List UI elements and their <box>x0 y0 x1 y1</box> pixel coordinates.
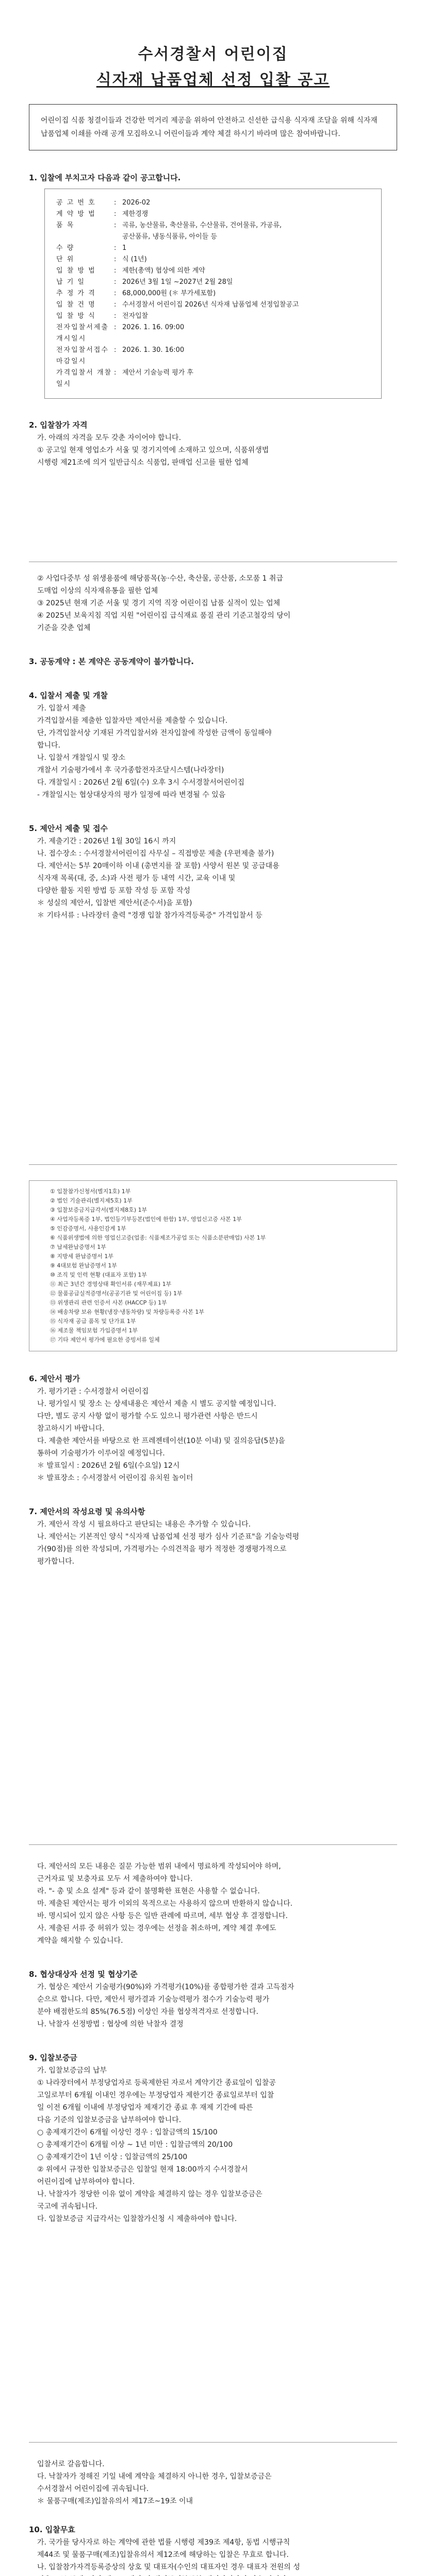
section-1-heading: 1. 입찰에 부치고자 다음과 같이 공고합니다. <box>29 173 181 182</box>
body-line: 나. 낙찰자 선정방법 : 협상에 의한 낙찰자 결정 <box>37 2020 184 2028</box>
section-10-body <box>29 2536 397 2576</box>
section-7-heading: 7. 제안서의 작성요령 및 유의사항 <box>29 1507 145 1516</box>
body-line: 수서경찰서 어린이집에 귀속됩니다. <box>37 2485 149 2493</box>
info-colon: : <box>114 312 117 320</box>
info-row <box>56 367 370 390</box>
page-title: 수서경찰서 어린이집 <box>138 45 288 63</box>
body-line: - 개찰일시는 협상대상자의 평가 일정에 따라 변경될 수 있음 <box>37 791 226 799</box>
document-item: ⑮ 식자재 공급 품목 및 단가표 1부 <box>50 1318 136 1325</box>
info-row <box>56 345 370 367</box>
info-row <box>56 197 370 209</box>
info-colon: : <box>114 346 117 354</box>
info-value: 식 (1년) <box>122 256 147 263</box>
body-line: 다. 제안서의 모든 내용은 질문 가능한 범위 내에서 명료하게 작성되어야 하며, <box>37 1862 281 1871</box>
section-4-heading: 4. 입찰서 제출 및 개찰 <box>29 691 108 700</box>
body-line: ② 사업다중부 성 위생용품에 해당품목(농·수산, 축산물, 공산품, 소모품 1 취급 <box>37 574 283 583</box>
info-value: 1 <box>122 244 127 252</box>
body-line: 가. 협상은 제안서 기술평가(90%)와 가격평가(10%)를 종합평가한 결과 고득점자 <box>37 1983 294 1991</box>
document-item: ⑪ 최근 3년간 경영상태 확인서류 (재무제표) 1부 <box>50 1281 172 1287</box>
body-line: 다. 개찰일시 : 2026년 2월 6일(수) 오후 3시 수서경찰서어린이집 <box>37 778 245 787</box>
info-row <box>56 265 370 277</box>
section-3-heading: 3. 공동계약 : 본 계약은 공동계약이 불가합니다. <box>29 657 194 666</box>
body-line: 분야 배점한도의 85%(76.5점) 이상인 자를 협상적격자로 선정합니다. <box>37 2008 258 2016</box>
info-key: 품 목 <box>56 222 75 229</box>
body-line: ○ 총제재기간이 1년 이상 : 입찰금액의 25/100 <box>37 2153 188 2161</box>
body-line: 가. 입찰서 제출 <box>37 704 86 713</box>
section-9-body <box>29 2064 397 2225</box>
body-line: 가. 제출기간 : 2026년 1월 30일 16시 까지 <box>37 837 176 845</box>
body-line: 다. 입찰보증금 지급각서는 입찰참가신청 시 제출하여야 합니다. <box>37 2215 237 2223</box>
document-item: ⑩ 조직 및 인력 현황 (대표자 포함) 1부 <box>50 1272 148 1278</box>
info-row <box>56 231 370 243</box>
body-line: 식자재 목록(대, 중, 소)과 사전 평가 등 내역 시간, 교육 이내 및 <box>37 874 236 883</box>
body-line: 어린이집에 납부하여야 합니다. <box>37 2178 135 2186</box>
body-line: ② 위에서 규정한 입찰보증금은 입찰일 현재 18:00까지 수서경찰서 <box>37 2165 248 2174</box>
info-key: 전자입찰서접수마감일시 <box>56 346 109 365</box>
info-colon: : <box>114 256 117 263</box>
section-2-heading: 2. 입찰참가 자격 <box>29 420 88 430</box>
section-8-heading: 8. 협상대상자 선정 및 협상기준 <box>29 1970 138 1979</box>
info-row <box>56 254 370 265</box>
document-item: ⑨ 4대보험 완납증명서 1부 <box>50 1262 117 1269</box>
info-value: 전자입찰 <box>122 312 149 320</box>
body-line: 다. 제출한 제안서를 바탕으로 한 프레젠테이션(10분 이내) 및 질의응답(5분)을 <box>37 1437 285 1445</box>
info-colon: : <box>114 199 117 207</box>
body-line: 마. 제출된 제안서는 평가 이외의 목적으로는 사용하지 않으며 반환하지 않습니다. <box>37 1900 293 1908</box>
body-line: 가. 입찰보증금의 납부 <box>37 2066 107 2075</box>
page-3 <box>0 1164 426 1731</box>
info-value: 수서경찰서 어린이집 2026년 식자재 납품업체 선정입찰공고 <box>122 301 299 309</box>
section-8-body <box>29 1981 397 2030</box>
body-line: 통하여 기술평가가 이루어질 예정입니다. <box>37 1449 165 1458</box>
body-line: ① 공고일 현재 영업소가 서울 및 경기지역에 소재하고 있으며, 식품위생법 <box>37 446 269 454</box>
body-line: ③ 2025년 현재 기준 서울 및 경기 지역 직장 어린이집 납품 실적이 있는 업체 <box>37 599 281 607</box>
body-line: ○ 총제재기간이 6개월 이상인 경우 : 입찰금액의 15/100 <box>37 2128 218 2137</box>
body-line: 기준을 갖춘 업체 <box>37 624 91 632</box>
body-line: 합니다. <box>37 741 61 750</box>
section-5-body <box>29 835 397 922</box>
info-row <box>56 209 370 220</box>
section-9-continued <box>29 2458 397 2507</box>
body-line: 일 이전 6개월 이내에 부정당업자 제재기간 종료 후 재제 기간에 따른 <box>37 2104 253 2112</box>
body-line: ＊ 물품구매(제조)입찰유의서 제17조~19조 이내 <box>37 2497 193 2505</box>
info-key: 납 기 일 <box>56 278 85 286</box>
body-line: 다만, 별도 공지 사항 없이 평가할 수도 있으니 평가관련 사항은 반드시 <box>37 1412 258 1420</box>
intro-box: 어린이집 식품 청결이들과 건강한 먹거리 제공을 위하여 안전하고 신선한 급식용 식자재 조달을 위해 식자재 납품업체 이쇄를 아래 공개 모집하오니 어린이들과 계약 체결 하시기 바라며 많은 참여바랍니다. <box>29 104 397 150</box>
info-value: 2026년 3월 1일 ~2027년 2월 28일 <box>122 278 233 286</box>
body-line: 가. 국가를 당사자로 하는 계약에 관한 법률 시행령 제39조 제4항, 동법 시행규칙 <box>37 2538 290 2547</box>
body-line: 가격입찰서를 제출한 입찰자만 제안서를 제출할 수 있습니다. <box>37 717 228 725</box>
section-2-body <box>29 432 397 469</box>
body-line: ＊ 발표장소 : 수서경찰서 어린이집 유치원 놀이터 <box>37 1474 193 1482</box>
body-line: 제44조 및 물품구매(제조)입찰유의서 제12조에 해당하는 입찰은 무효로 합니다. <box>37 2551 289 2559</box>
info-value: 제안서 기술능력 평가 후 <box>122 369 193 377</box>
body-line: 다음 기준의 입찰보증금을 납부하여야 합니다. <box>37 2116 182 2124</box>
document-item: ② 법인 기술관리(별지제5호) 1부 <box>50 1197 133 1204</box>
body-line: 다. 제안서는 5부 20매이하 이내 (총면지를 잘 포함) 사양서 원본 및 공급대용 <box>37 862 280 870</box>
document-item: ⑤ 인감증명서, 사용인감계 1부 <box>50 1225 126 1232</box>
body-line: 도매업 이상의 식자재유통을 필한 업체 <box>37 587 158 595</box>
body-line: 순으로 합니다. 다만, 제안서 평가결과 기술능력평가 점수가 기술능력 평가 <box>37 1995 270 2004</box>
body-line: ④ 2025년 보육지침 직업 지원 "어린이집 급식재료 품질 관리 기준고철강의 당이 <box>37 612 291 620</box>
body-line: 가. 평가기관 : 수서경찰서 어린이집 <box>37 1387 149 1396</box>
body-line: 나. 낙찰자가 정당한 이유 없이 계약을 체결하지 않는 경우 입찰보증금은 <box>37 2190 263 2198</box>
body-line: 나. 평가일시 및 장소 는 상세내용은 제안서 제출 시 별도 공지할 예정입니다. <box>37 1400 276 1408</box>
info-value: 제한(총액) 협상에 의한 계약 <box>122 267 205 275</box>
info-key <box>56 231 114 243</box>
info-value: 2026. 1. 30. 16:00 <box>122 346 185 354</box>
body-line: 가. 아래의 자격을 모두 갖춘 자이어야 합니다. <box>37 434 182 442</box>
subtitle-text: 식자재 납품업체 선정 입찰 공고 <box>96 71 330 89</box>
info-colon: : <box>114 290 117 297</box>
document-item: ⑫ 물품공급실적증명서(공공기관 및 어린이집 등) 1부 <box>50 1290 183 1297</box>
document-item: ④ 사업자등록증 1부, 법인등기부등본(법인에 한함) 1부, 영업신고증 사본 1부 <box>50 1216 242 1223</box>
body-line: 가. 제안서 작성 시 필요하다고 판단되는 내용은 추가할 수 있습니다. <box>37 1520 251 1529</box>
info-key: 입 찰 방 법 <box>56 267 96 275</box>
section-6-heading: 6. 제안서 평가 <box>29 1374 80 1383</box>
info-key: 단 위 <box>56 256 75 263</box>
info-colon: : <box>114 324 117 331</box>
body-line: 다양한 활동 지원 방법 등 포함 작성 등 포함 작성 <box>37 887 191 895</box>
body-line: ① 나라장터에서 부정당업자로 등록제한된 자로서 계약기간 종료일이 입찰공 <box>37 2079 276 2087</box>
document-item: ⑭ 배송차량 보유 현황(냉장·냉동차량) 및 차량등록증 사본 1부 <box>50 1309 204 1315</box>
info-row <box>56 277 370 288</box>
body-line: ＊ 성실의 제안서, 입찰번 제안서(준수서)을 포함) <box>37 899 192 907</box>
info-key: 전자입찰서제출개시일시 <box>56 324 109 343</box>
page-1 <box>0 21 426 536</box>
info-row <box>56 220 370 231</box>
section-4-body <box>29 702 397 801</box>
info-key: 입 찰 건 명 <box>56 301 96 309</box>
body-line: 바. 명시되어 있지 않은 사항 등은 일반 관례에 따르며, 세부 협상 후 결정합니다. <box>37 1912 288 1920</box>
info-key: 수 량 <box>56 244 75 252</box>
info-row <box>56 243 370 254</box>
info-key: 가격입찰서 개찰일시 <box>56 369 112 388</box>
document-item: ⑰ 기타 제안서 평가에 필요한 증빙서류 일체 <box>50 1336 160 1343</box>
body-line: 국고에 귀속됩니다. <box>37 2202 98 2211</box>
info-key: 공 고 번 호 <box>56 199 96 207</box>
info-row <box>56 311 370 322</box>
body-line: 가(90점)를 의한 작성되며, 가격평가는 수의견적을 평가 적정한 경쟁평가적으로 <box>37 1545 287 1553</box>
info-colon: : <box>114 267 117 275</box>
info-key: 입 찰 방 식 <box>56 312 96 320</box>
body-line: 평가합니다. <box>37 1557 75 1566</box>
document-item: ③ 입찰보증금지급각서(별지제8호) 1부 <box>50 1207 148 1213</box>
info-colon <box>114 231 122 243</box>
body-line: 나. 입찰서 개찰일시 및 장소 <box>37 754 126 762</box>
info-value: 곡류, 농산물류, 축산물류, 수산물류, 건어물류, 가공류, <box>122 222 282 229</box>
info-colon: : <box>114 369 117 377</box>
document-item: ⑯ 제조물 책임보험 가입증명서 1부 <box>50 1327 138 1334</box>
document-item: ⑥ 식품위생법에 의한 영업신고증(업종: 식품제조가공업 또는 식품소분판매업) 사본 1부 <box>50 1234 266 1241</box>
body-line: 나. 제안서는 기본적인 양식 "식자재 납품업체 선정 평가 심사 기준표"을 기술능력평 <box>37 1533 300 1541</box>
info-box <box>44 189 382 399</box>
section-5-heading: 5. 제안서 제출 및 접수 <box>29 824 108 833</box>
body-line: 개찰서 기술평가에서 후 국가종합전자조달시스템(나라장터) <box>37 766 224 774</box>
body-line: 다. 낙찰자가 정해진 기일 내에 계약을 체결하지 아니한 경우, 입찰보증금은 <box>37 2472 272 2481</box>
document-item: ⑬ 위생관리 관련 인증서 사본 (HACCP 등) 1부 <box>50 1299 167 1306</box>
info-row <box>56 299 370 311</box>
body-line: 단, 가격입찰서상 기재된 가격입찰서와 전자입찰에 작성한 금액이 동일해야 <box>37 729 272 737</box>
info-value: 2026-02 <box>122 199 151 207</box>
body-line: ＊ 기타서류 : 나라장터 출력 "경쟁 입찰 참가자격등록증" 가격입찰서 등 <box>37 911 263 920</box>
page-4 <box>0 1844 426 2411</box>
info-row <box>56 322 370 345</box>
body-line: 고일로부터 6개월 이내인 경우에는 부정당업자 제한기간 종료일로부터 입찰 <box>37 2091 274 2099</box>
body-line: 사. 제출된 서류 중 허위가 있는 경우에는 선정을 취소하며, 계약 체결 후에도 <box>37 1924 276 1933</box>
page-2 <box>0 562 426 1128</box>
info-value: 공산품류, 냉동식품류, 아이들 등 <box>122 233 217 241</box>
body-line: ○ 총제재기간이 6개월 이상 ~ 1년 미만 : 입찰금액의 20/100 <box>37 2141 233 2149</box>
info-colon: : <box>114 278 117 286</box>
body-line: 입찰서로 갈음합니다. <box>37 2460 105 2468</box>
required-documents-list <box>29 1180 397 1351</box>
document-item: ① 입찰참가신청서(별지1호) 1부 <box>50 1188 131 1195</box>
info-value: 68,000,000원 (＊ 부가세포함) <box>122 290 216 297</box>
info-key: 추 정 가 격 <box>56 290 96 297</box>
section-9-heading: 9. 입찰보증금 <box>29 2053 77 2062</box>
body-line: 나. 접수장소 : 수서경찰서어린이집 사무실 – 직접방문 제출 (우편제출 불가) <box>37 850 274 858</box>
section-7-continued <box>29 1860 397 1947</box>
body-line: 참고하시기 바랍니다. <box>37 1425 105 1433</box>
info-row <box>56 288 370 299</box>
info-colon: : <box>114 244 117 252</box>
body-line: 시행령 제21조에 의거 일반급식소 식품업, 판매업 신고를 필한 업체 <box>37 459 249 467</box>
info-colon: : <box>114 222 117 229</box>
section-2-continued <box>29 572 397 634</box>
page-subtitle <box>29 67 397 90</box>
body-line <box>29 2573 397 2576</box>
section-6-body <box>29 1385 397 1484</box>
info-value: 제한경쟁 <box>122 210 149 218</box>
body-line: ＊ 발표일시 : 2026년 2월 6일(수요일) 12시 <box>37 1462 180 1470</box>
info-key: 계 약 방 법 <box>56 210 96 218</box>
body-line: 나. 입찰참가자격등록증상의 상호 및 대표자(수인의 대표자인 경우 대표자 전원의 성 <box>37 2563 300 2571</box>
document-item: ⑦ 납세완납증명서 1부 <box>50 1244 106 1250</box>
info-colon: : <box>114 210 117 218</box>
info-colon: : <box>114 301 117 309</box>
section-10-heading: 10. 입찰무효 <box>29 2525 75 2534</box>
body-line: 근거자료 및 보충자료 모두 서 제출하여야 합니다. <box>37 1875 193 1883</box>
info-value: 2026. 1. 16. 09:00 <box>122 324 185 331</box>
body-line: 계약을 해지할 수 있습니다. <box>37 1937 123 1945</box>
document-item: ⑧ 지방세 완납증명서 1부 <box>50 1253 113 1260</box>
body-line: 라. "- 총 및 소요 설계" 등과 같이 불명확한 표현은 사용할 수 없습니다. <box>37 1887 260 1895</box>
section-7-body <box>29 1518 397 1568</box>
page-5 <box>0 2442 426 2576</box>
